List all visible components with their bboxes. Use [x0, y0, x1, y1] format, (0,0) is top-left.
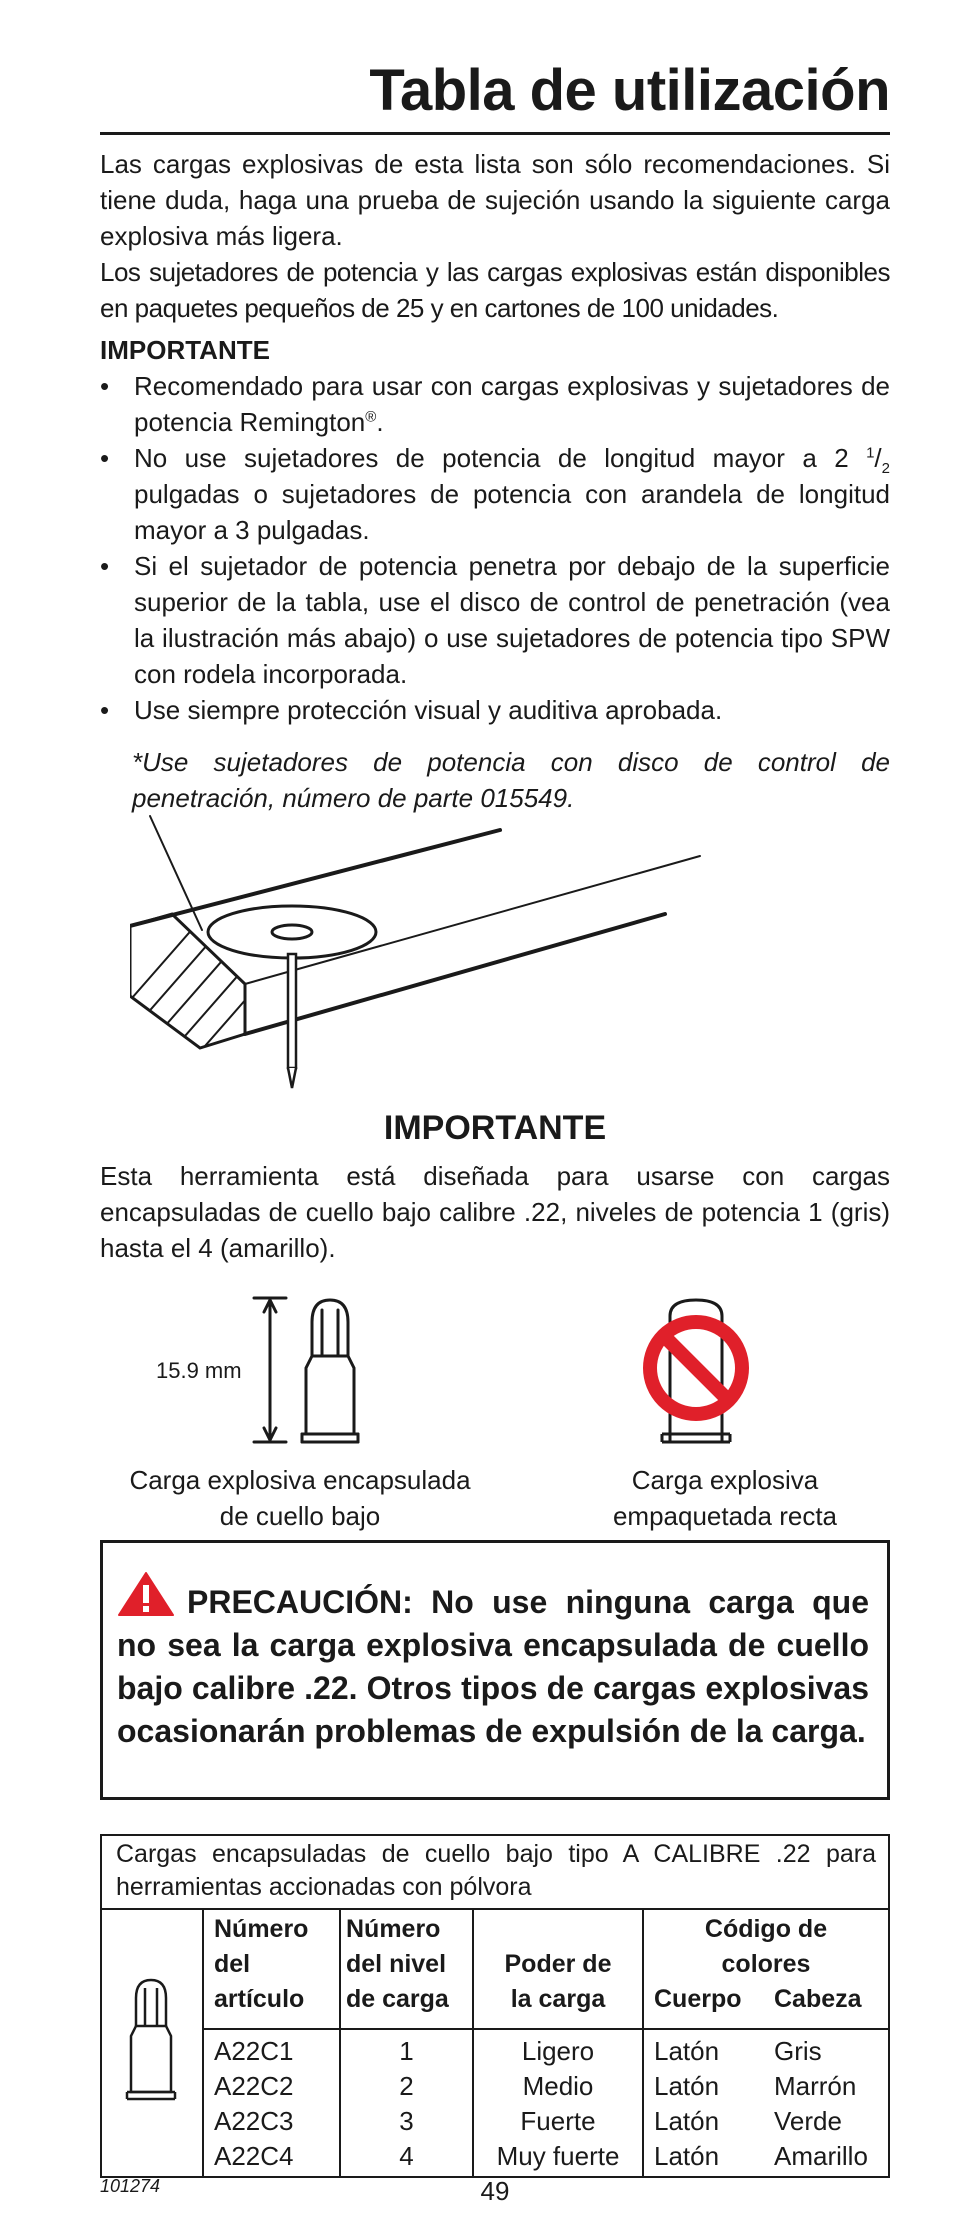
bullet-length: • No use sujetadores de potencia de longitud mayor a 2 $^1/_2$ pulgadas o sujetadores de potencia con arandela de longitud mayor a 3 pulgadas.: [100, 440, 890, 548]
penetration-disc-note: *Use sujetadores de potencia con disco de control de penetración, número de parte 015549.: [132, 747, 890, 813]
board-disc-illustration: [130, 806, 750, 1106]
page-title: Tabla de utilización: [369, 58, 890, 123]
table-rule: [102, 1908, 888, 1910]
important-list: [100, 368, 890, 728]
caution-box: [100, 1540, 890, 1800]
warning-triangle-icon: [117, 1571, 175, 1617]
table-row: A22C3 3 Fuerte Latón Verde: [214, 2106, 842, 2136]
straight-cartridge-caption: Carga explosiva empaquetada recta: [612, 1465, 838, 1531]
table-row: A22C1 1 Ligero Latón Gris: [214, 2036, 822, 2066]
caution-label: PRECAUCIÓN:: [187, 1584, 413, 1620]
cartridge-dimension: 15.9 mm: [156, 1358, 242, 1383]
title-rule: [100, 132, 890, 135]
header-item-number: Número del artículo: [214, 1915, 309, 2013]
important-heading-2: IMPORTANTE: [383, 1109, 607, 1147]
table-caption: Cargas encapsuladas de cuello bajo tipo A CALIBRE .22 para herramientas accionadas con pólvora: [116, 1840, 876, 1901]
bullet-remington: • Recomendado para usar con cargas explosivas y sujetadores de potencia Remington®.: [100, 368, 890, 440]
table-rule: [202, 2028, 888, 2030]
header-head: Cabeza: [774, 1985, 862, 2013]
table-row: A22C4 4 Muy fuerte Latón Amarillo: [214, 2141, 868, 2171]
intro-paragraph-2: Los sujetadores de potencia y las cargas explosivas están disponibles en paquetes pequeños de 25 y en cartones de 100 unidades.: [100, 257, 890, 323]
table-row: A22C2 2 Medio Latón Marrón: [214, 2071, 857, 2101]
important-paragraph: Esta herramienta está diseñada para usarse con cargas encapsuladas de cuello bajo calibre .22, niveles de potencia 1 (gris) hasta el 4 (amarillo).: [100, 1161, 890, 1263]
header-charge-power: Poder de la carga: [504, 1950, 612, 2013]
header-charge-level: Número del nivel de carga: [346, 1915, 449, 2013]
prohibited-icon: [650, 1322, 742, 1414]
page-number: 49: [480, 2176, 510, 2206]
document-code: 101274: [100, 2176, 161, 2196]
important-heading: IMPORTANTE: [100, 335, 270, 365]
bullet-penetration: • Si el sujetador de potencia penetra por debajo de la superficie superior de la tabla, use el disco de control de penetración (vea la ilustración más abajo) o use sujetadores de potencia tipo SPW con rodela incorporada.: [100, 548, 890, 692]
crimped-cartridge-caption: Carga explosiva encapsulada de cuello bajo: [129, 1465, 471, 1531]
caution-text: PRECAUCIÓN: No use ninguna carga que no sea la carga explosiva encapsulada de cuello bajo calibre .22. Otros tipos de cargas explosivas ocasionarán problemas de expulsión de la carga.: [117, 1571, 869, 1753]
bullet-protection: • Use siempre protección visual y auditiva aprobada.: [100, 692, 890, 728]
header-color-code: Código de colores: [704, 1915, 828, 1978]
intro-paragraph-1: Las cargas explosivas de esta lista son sólo recomendaciones. Si tiene duda, haga una prueba de sujeción usando la siguiente carga explosiva más ligera.: [100, 149, 890, 251]
straight-cartridge-prohibited-illustration: [632, 1294, 762, 1454]
cartridge-table: [100, 1834, 890, 2178]
header-body: Cuerpo: [654, 1985, 742, 2013]
